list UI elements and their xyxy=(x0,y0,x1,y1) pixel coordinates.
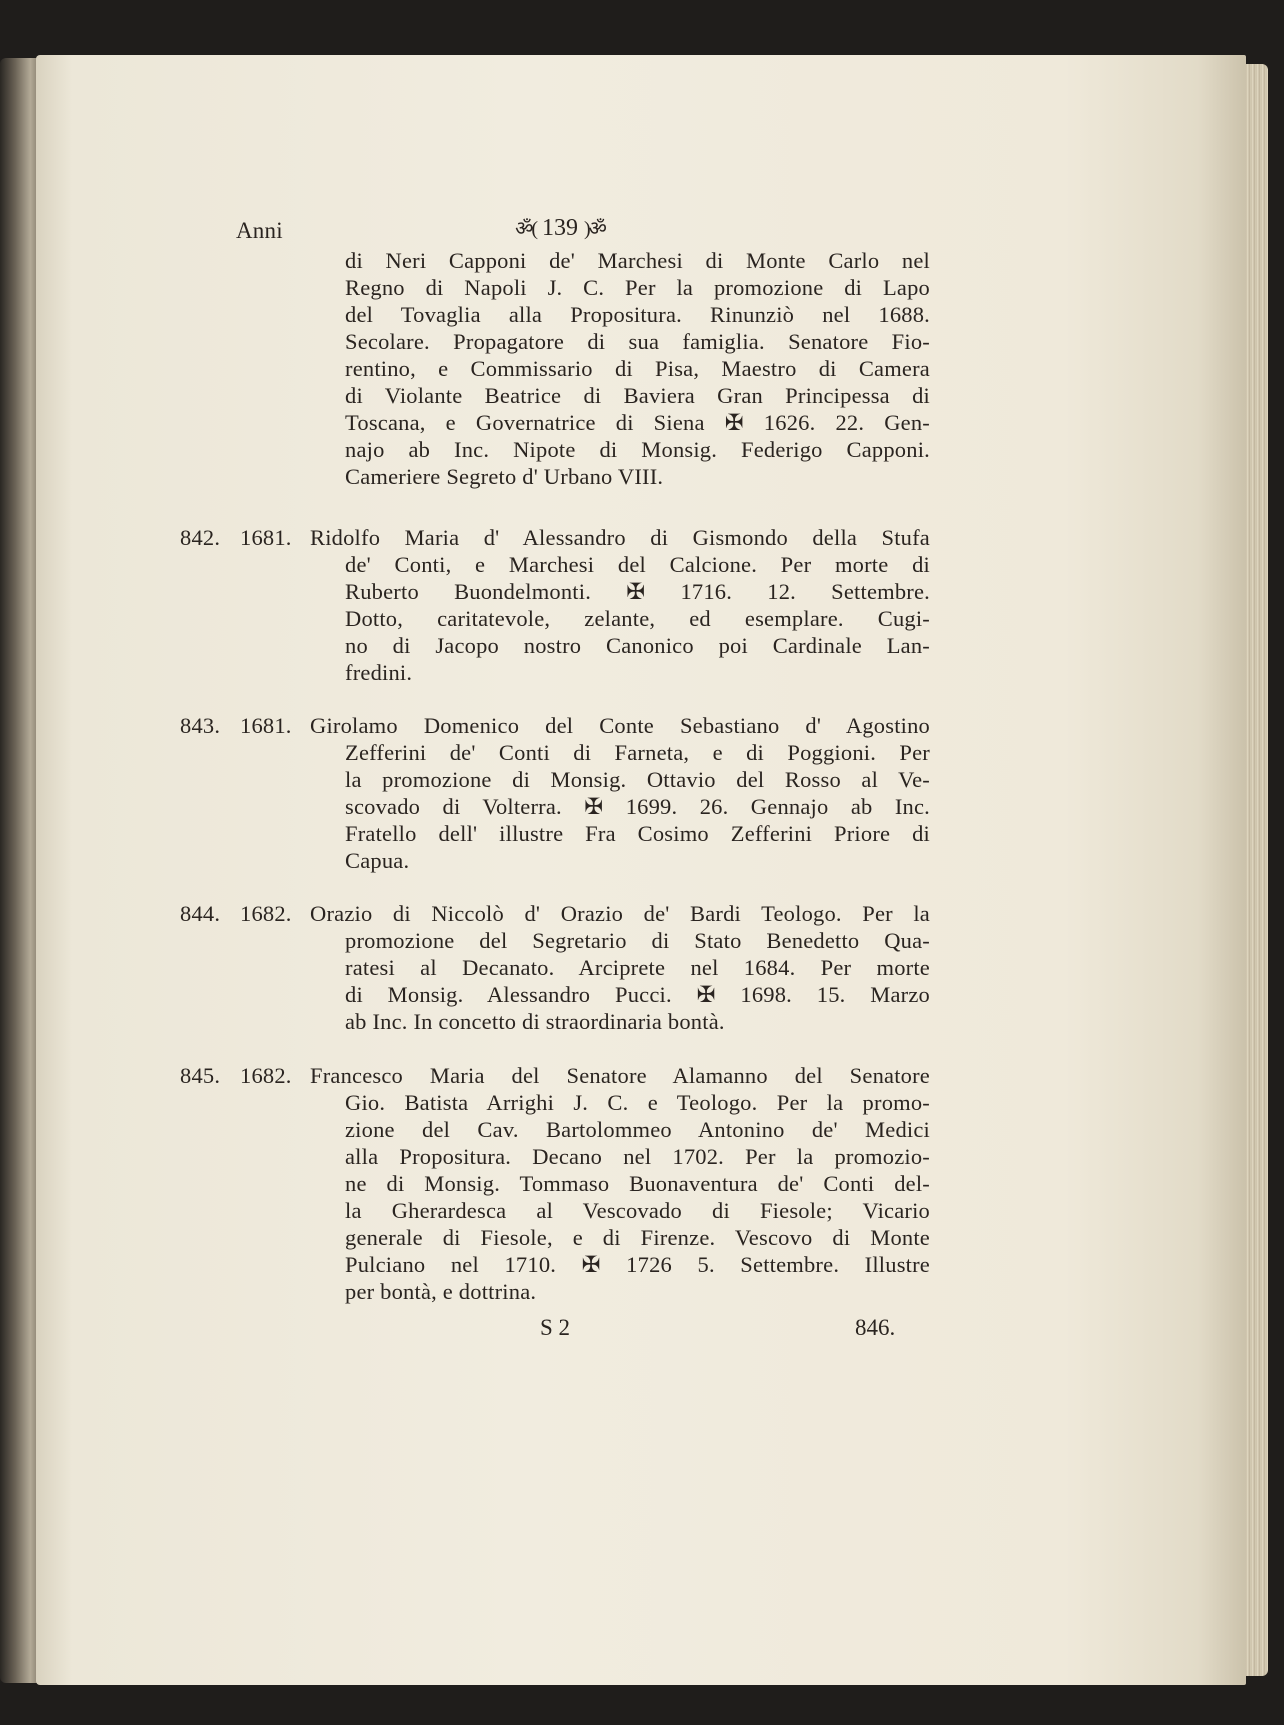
entry-number: 842. xyxy=(180,525,221,550)
text-line: najo ab Inc. Nipote di Monsig. Federigo Capponi. xyxy=(345,437,930,462)
text-line: ab Inc. In concetto di straordinaria bontà. xyxy=(345,1009,725,1034)
text-line: Gio. Batista Arrighi J. C. e Teologo. Per la promo- xyxy=(345,1090,930,1115)
text-line: per bontà, e dottrina. xyxy=(345,1279,537,1304)
entry-first-line: Ridolfo Maria d' Alessandro di Gismondo della Stufa xyxy=(310,525,930,550)
text-line: Toscana, e Governatrice di Siena ✠ 1626. 22. Gen- xyxy=(345,410,930,435)
entry-844 xyxy=(180,900,930,1035)
catchword: 846. xyxy=(855,1315,896,1340)
entry-first-line: Girolamo Domenico del Conte Sebastiano d' Agostino xyxy=(310,713,930,738)
text-line: ne di Monsig. Tommaso Buonaventura de' Conti del- xyxy=(345,1171,930,1196)
text-line: promozione del Segretario di Stato Benedetto Qua- xyxy=(345,928,930,953)
text-line: fredini. xyxy=(345,660,413,685)
margin-label: Anni xyxy=(236,218,283,243)
text-line: Ruberto Buondelmonti. ✠ 1716. 12. Settembre. xyxy=(345,579,930,604)
entry-year: 1682. xyxy=(240,901,292,926)
text-line: ratesi al Decanato. Arciprete nel 1684. Per morte xyxy=(345,955,930,980)
text-line: alla Propositura. Decano nel 1702. Per la promozio- xyxy=(345,1144,930,1169)
entry-845 xyxy=(180,1062,930,1305)
text-line: Regno di Napoli J. C. Per la promozione di Lapo xyxy=(345,275,930,300)
page-header xyxy=(470,214,650,242)
text-line: Secolare. Propagatore di sua famiglia. Senatore Fio- xyxy=(345,329,930,354)
signature-mark: S 2 xyxy=(540,1315,571,1340)
text-line: generale di Fiesole, e di Firenze. Vescovo di Monte xyxy=(345,1225,930,1250)
entry-year: 1681. xyxy=(240,525,292,550)
text-line: no di Jacopo nostro Canonico poi Cardinale Lan- xyxy=(345,633,930,658)
entry-842 xyxy=(180,524,930,686)
text-line: di Monsig. Alessandro Pucci. ✠ 1698. 15. Marzo xyxy=(345,982,930,1007)
page-number: 139 xyxy=(542,215,578,241)
entry-year: 1682. xyxy=(240,1063,292,1088)
text-line: Capua. xyxy=(345,848,410,873)
text-line: Pulciano nel 1710. ✠ 1726 5. Settembre. Illustre xyxy=(345,1252,930,1277)
ornament-left: ॐ( xyxy=(515,218,536,240)
text-line: Cameriere Segreto d' Urbano VIII. xyxy=(345,464,664,489)
text-line: Zefferini de' Conti di Farneta, e di Poggioni. Per xyxy=(345,740,930,765)
text-line: Fratello dell' illustre Fra Cosimo Zefferini Priore di xyxy=(345,821,930,846)
entry-first-line: Francesco Maria del Senatore Alamanno del Senatore xyxy=(310,1063,930,1088)
entry-number: 845. xyxy=(180,1063,221,1088)
text-line: scovado di Volterra. ✠ 1699. 26. Gennajo ab Inc. xyxy=(345,794,930,819)
text-line: di Violante Beatrice di Baviera Gran Principessa di xyxy=(345,383,930,408)
text-line: de' Conti, e Marchesi del Calcione. Per morte di xyxy=(345,552,930,577)
text-line: di Neri Capponi de' Marchesi di Monte Carlo nel xyxy=(345,248,930,273)
text-line: zione del Cav. Bartolommeo Antonino de' Medici xyxy=(345,1117,930,1142)
page-stack-edge xyxy=(1246,64,1268,1676)
entry-first-line: Orazio di Niccolò d' Orazio de' Bardi Teologo. Per la xyxy=(310,901,930,926)
text-line: la Gherardesca al Vescovado di Fiesole; Vicario xyxy=(345,1198,930,1223)
previous-page-edge xyxy=(0,58,38,1683)
entry-year: 1681. xyxy=(240,713,292,738)
text-line: la promozione di Monsig. Ottavio del Rosso al Ve- xyxy=(345,767,930,792)
text-line: rentino, e Commissario di Pisa, Maestro di Camera xyxy=(345,356,930,381)
entry-number: 843. xyxy=(180,713,221,738)
continuation-paragraph xyxy=(345,247,930,490)
text-line: Dotto, caritatevole, zelante, ed esemplare. Cugi- xyxy=(345,606,930,631)
text-line: del Tovaglia alla Propositura. Rinunziò nel 1688. xyxy=(345,302,930,327)
ornament-right: )ॐ xyxy=(584,218,605,240)
entry-number: 844. xyxy=(180,901,221,926)
entry-843 xyxy=(180,712,930,874)
